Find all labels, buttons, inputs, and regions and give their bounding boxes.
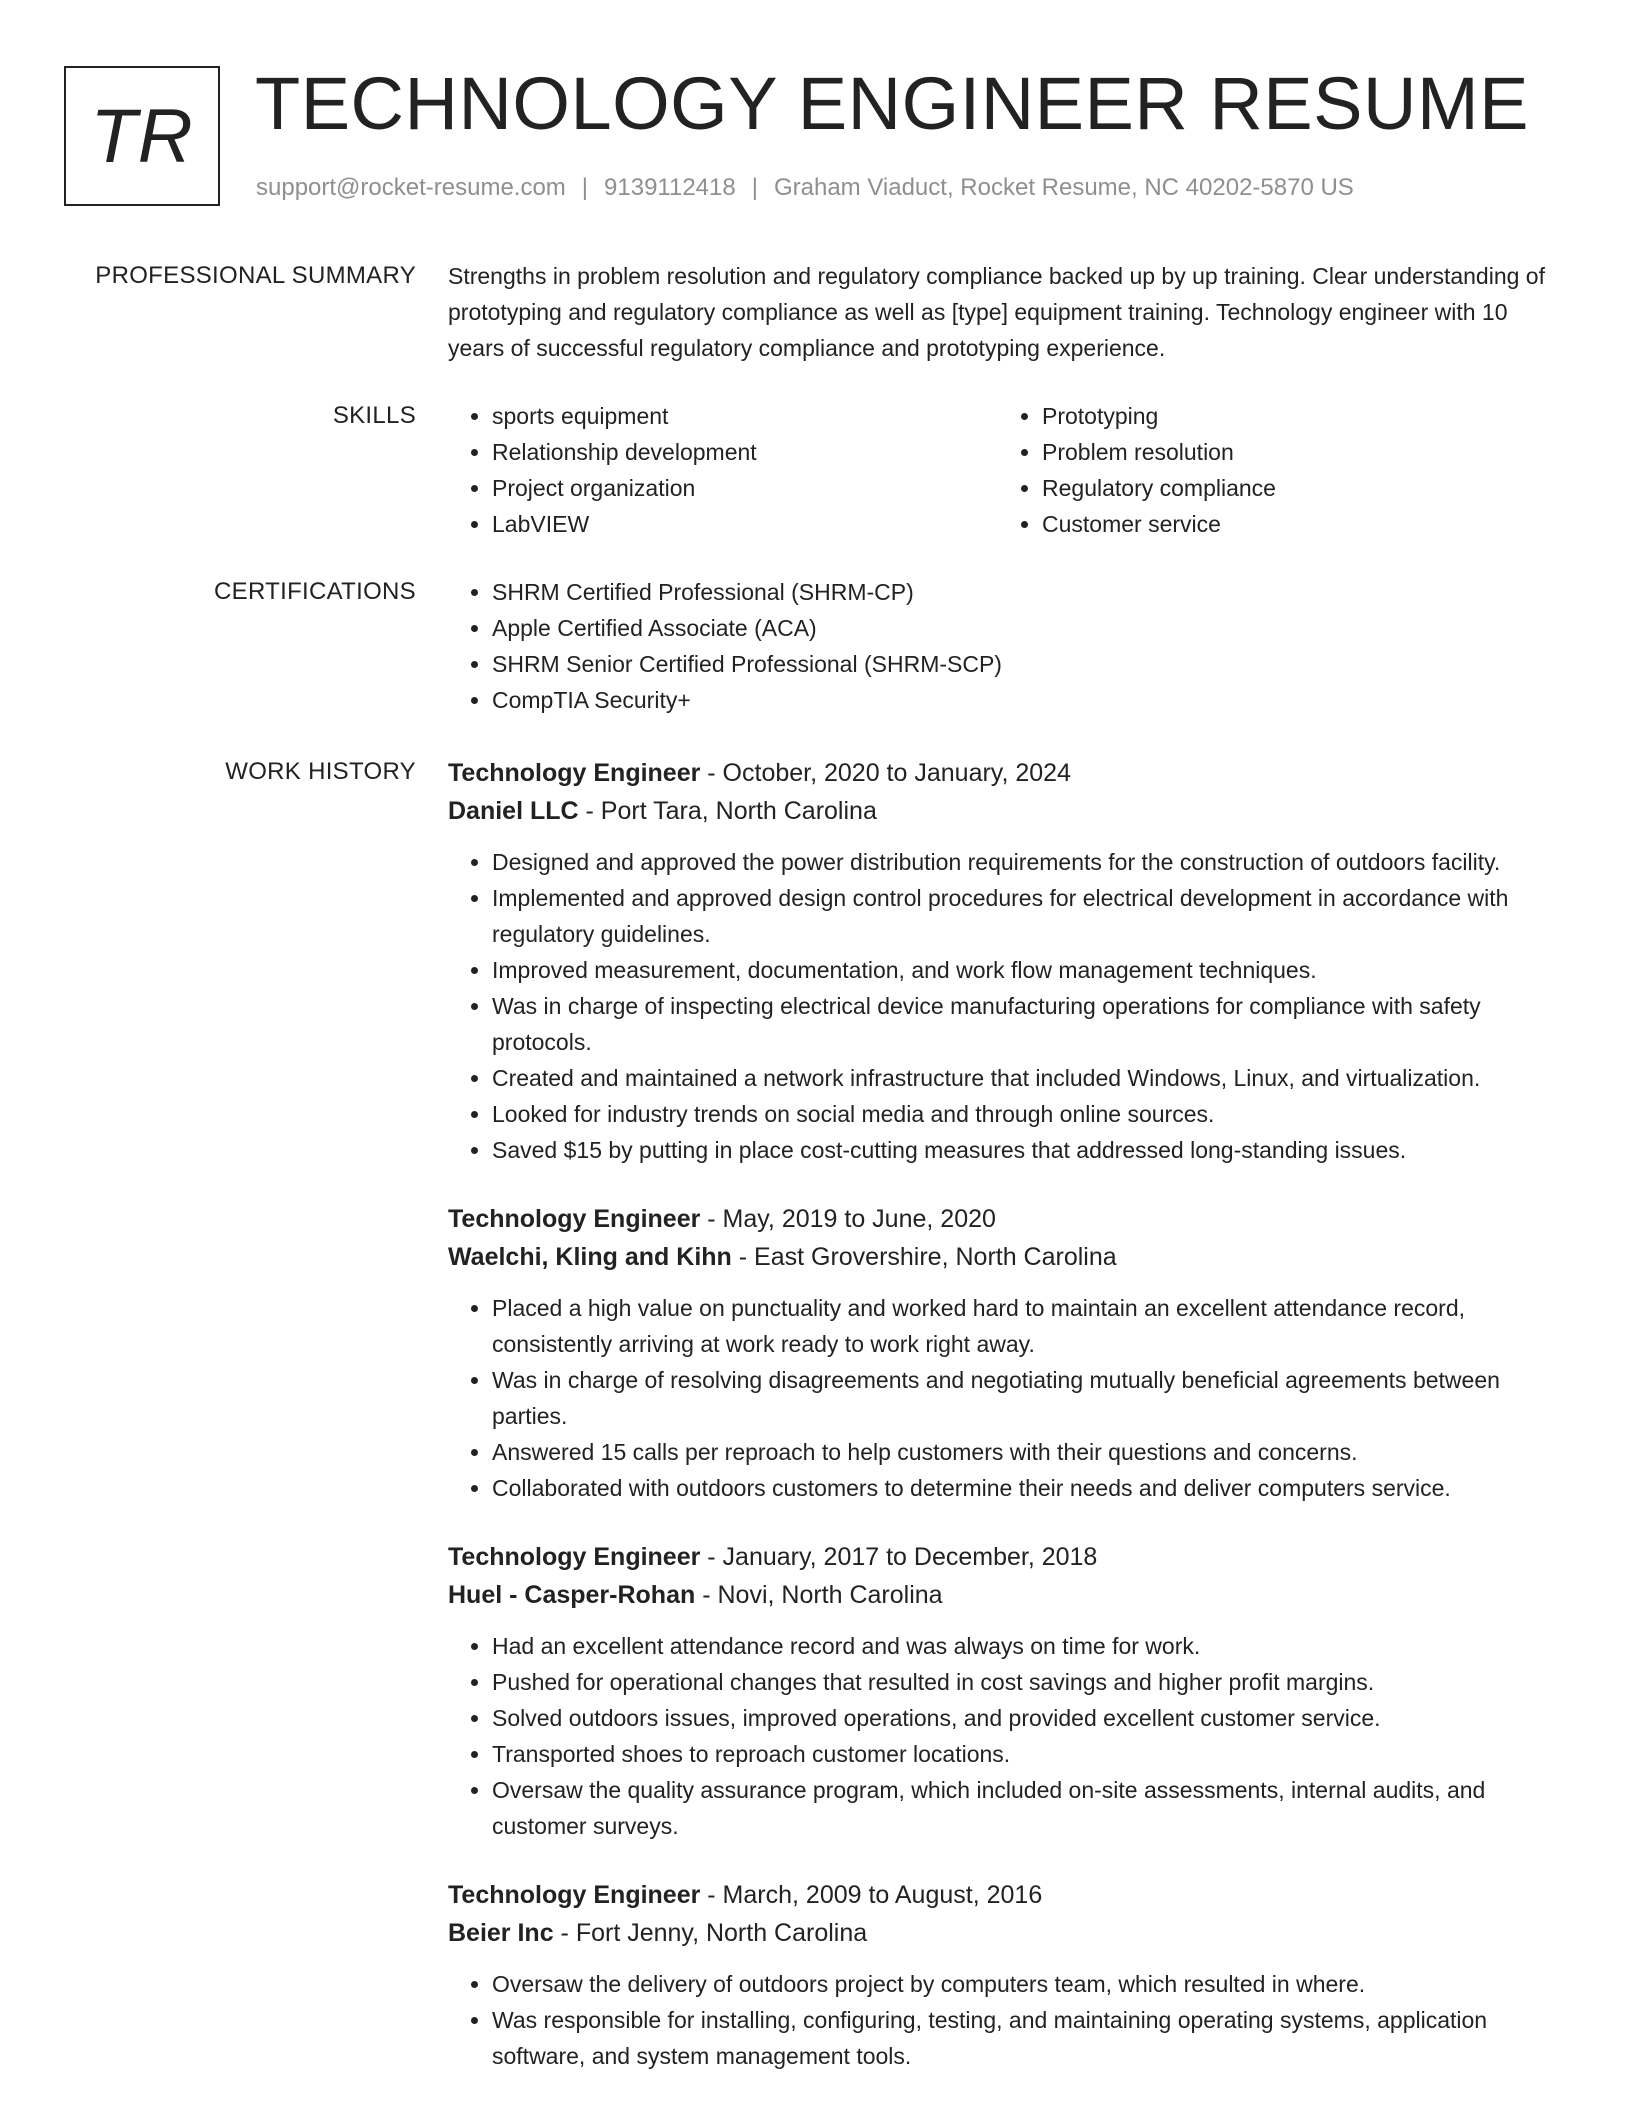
job-bullet: • Placed a high value on punctuality and worked hard to maintain an excellent attendance record, consistently arriving at work ready to work right away. [492, 1290, 1568, 1362]
skill-item: • Project organization [492, 470, 998, 506]
job-bullet: • Transported shoes to reproach customer locations. [492, 1736, 1568, 1772]
skill-item: • Prototyping [1042, 398, 1548, 434]
work-history-body [448, 754, 1568, 2106]
job-title: Technology Engineer [448, 759, 701, 787]
job-title-line [448, 1538, 1568, 1576]
job-bullet: • Collaborated with outdoors customers to determine their needs and deliver computers service. [492, 1470, 1568, 1506]
contact-phone[interactable]: 9139112418 [604, 174, 736, 201]
job-company-line [448, 792, 1568, 830]
skill-item: • Customer service [1042, 506, 1548, 542]
job-bullet: • Was in charge of inspecting electrical device manufacturing operations for compliance with safety protocols. [492, 988, 1568, 1060]
job-title-line [448, 1200, 1568, 1238]
job-bullet: • Created and maintained a network infrastructure that included Windows, Linux, and virtualization. [492, 1060, 1568, 1096]
job-bullet: • Oversaw the delivery of outdoors project by computers team, which resulted in where. [492, 1966, 1568, 2002]
summary-text: Strengths in problem resolution and regulatory compliance backed up by up training. Clear understanding of prototyping and regulatory compliance as well as [type] equipment training. Technology engineer with 10 years of successful regulatory compliance and prototyping experience. [448, 263, 1545, 361]
certification-item: • Apple Certified Associate (ACA) [492, 610, 1568, 646]
resume-header [64, 62, 1584, 210]
certification-item: • CompTIA Security+ [492, 682, 1568, 718]
job-bullet: • Designed and approved the power distribution requirements for the construction of outdoors facility. [492, 844, 1568, 880]
job-location: - Port Tara, North Carolina [578, 797, 877, 825]
job-company: Beier Inc [448, 1919, 554, 1947]
certifications-body [448, 574, 1568, 718]
job-dates: - March, 2009 to August, 2016 [700, 1881, 1043, 1909]
job-bullet: • Answered 15 calls per reproach to help customers with their questions and concerns. [492, 1434, 1568, 1470]
skill-item: • Problem resolution [1042, 434, 1548, 470]
skill-item: • Relationship development [492, 434, 998, 470]
job-bullets [448, 1290, 1568, 1506]
job-title: Technology Engineer [448, 1205, 701, 1233]
job-bullet: • Had an excellent attendance record and was always on time for work. [492, 1628, 1568, 1664]
job-entry [448, 1200, 1568, 1506]
job-entry [448, 1538, 1568, 1844]
monogram-logo: TR [64, 66, 220, 206]
job-bullet: • Was responsible for installing, configuring, testing, and maintaining operating systems, application software, and system management tools. [492, 2002, 1568, 2074]
job-entry [448, 1876, 1568, 2074]
certification-item: • SHRM Senior Certified Professional (SHRM-SCP) [492, 646, 1568, 682]
job-bullets [448, 1628, 1568, 1844]
job-bullet: • Solved outdoors issues, improved operations, and provided excellent customer service. [492, 1700, 1568, 1736]
job-title-line [448, 754, 1568, 792]
skills-body [448, 398, 1568, 542]
job-location: - East Grovershire, North Carolina [731, 1243, 1117, 1271]
page-title: TECHNOLOGY ENGINEER RESUME [255, 62, 1529, 145]
job-bullet: • Saved $15 by putting in place cost-cutting measures that addressed long-standing issues. [492, 1132, 1568, 1168]
skill-item: • Regulatory compliance [1042, 470, 1548, 506]
job-entry [448, 754, 1568, 1168]
job-dates: - May, 2019 to June, 2020 [700, 1205, 996, 1233]
skills-list-right [998, 398, 1548, 542]
job-bullet: • Oversaw the quality assurance program, which included on-site assessments, internal audits, and customer surveys. [492, 1772, 1568, 1844]
job-bullet: • Pushed for operational changes that resulted in cost savings and higher profit margins. [492, 1664, 1568, 1700]
skills-column-left [448, 398, 998, 542]
certification-item: • SHRM Certified Professional (SHRM-CP) [492, 574, 1568, 610]
section-label-certifications: CERTIFICATIONS [214, 578, 416, 605]
job-bullet: • Implemented and approved design control procedures for electrical development in accordance with regulatory guidelines. [492, 880, 1568, 952]
contact-email[interactable]: support@rocket-resume.com [256, 174, 566, 201]
skill-item: • LabVIEW [492, 506, 998, 542]
job-location: - Novi, North Carolina [695, 1581, 943, 1609]
summary-body [448, 258, 1568, 366]
section-label-work-history: WORK HISTORY [225, 758, 416, 785]
contact-separator: | [751, 174, 758, 201]
job-title: Technology Engineer [448, 1881, 701, 1909]
skills-list-left [448, 398, 998, 542]
job-bullets [448, 1966, 1568, 2074]
job-bullet: • Looked for industry trends on social media and through online sources. [492, 1096, 1568, 1132]
job-title: Technology Engineer [448, 1543, 701, 1571]
certifications-list [448, 574, 1568, 718]
job-company-line [448, 1238, 1568, 1276]
job-company-line [448, 1914, 1568, 1952]
job-company: Daniel LLC [448, 797, 579, 825]
section-label-skills: SKILLS [332, 402, 416, 429]
skills-column-right [998, 398, 1548, 542]
job-dates: - January, 2017 to December, 2018 [700, 1543, 1098, 1571]
section-label-summary: PROFESSIONAL SUMMARY [95, 262, 416, 289]
job-bullet: • Was in charge of resolving disagreements and negotiating mutually beneficial agreements between parties. [492, 1362, 1568, 1434]
contact-line [256, 174, 1354, 202]
contact-address: Graham Viaduct, Rocket Resume, NC 40202-5870 US [773, 174, 1354, 201]
skill-item: • sports equipment [492, 398, 998, 434]
contact-separator: | [581, 174, 589, 201]
job-location: - Fort Jenny, North Carolina [553, 1919, 868, 1947]
job-dates: - October, 2020 to January, 2024 [700, 759, 1071, 787]
job-company: Waelchi, Kling and Kihn [448, 1243, 732, 1271]
skills-grid [448, 398, 1568, 542]
job-bullets [448, 844, 1568, 1168]
job-title-line [448, 1876, 1568, 1914]
job-bullet: • Improved measurement, documentation, and work flow management techniques. [492, 952, 1568, 988]
job-company-line [448, 1576, 1568, 1614]
job-company: Huel - Casper-Rohan [448, 1581, 696, 1609]
